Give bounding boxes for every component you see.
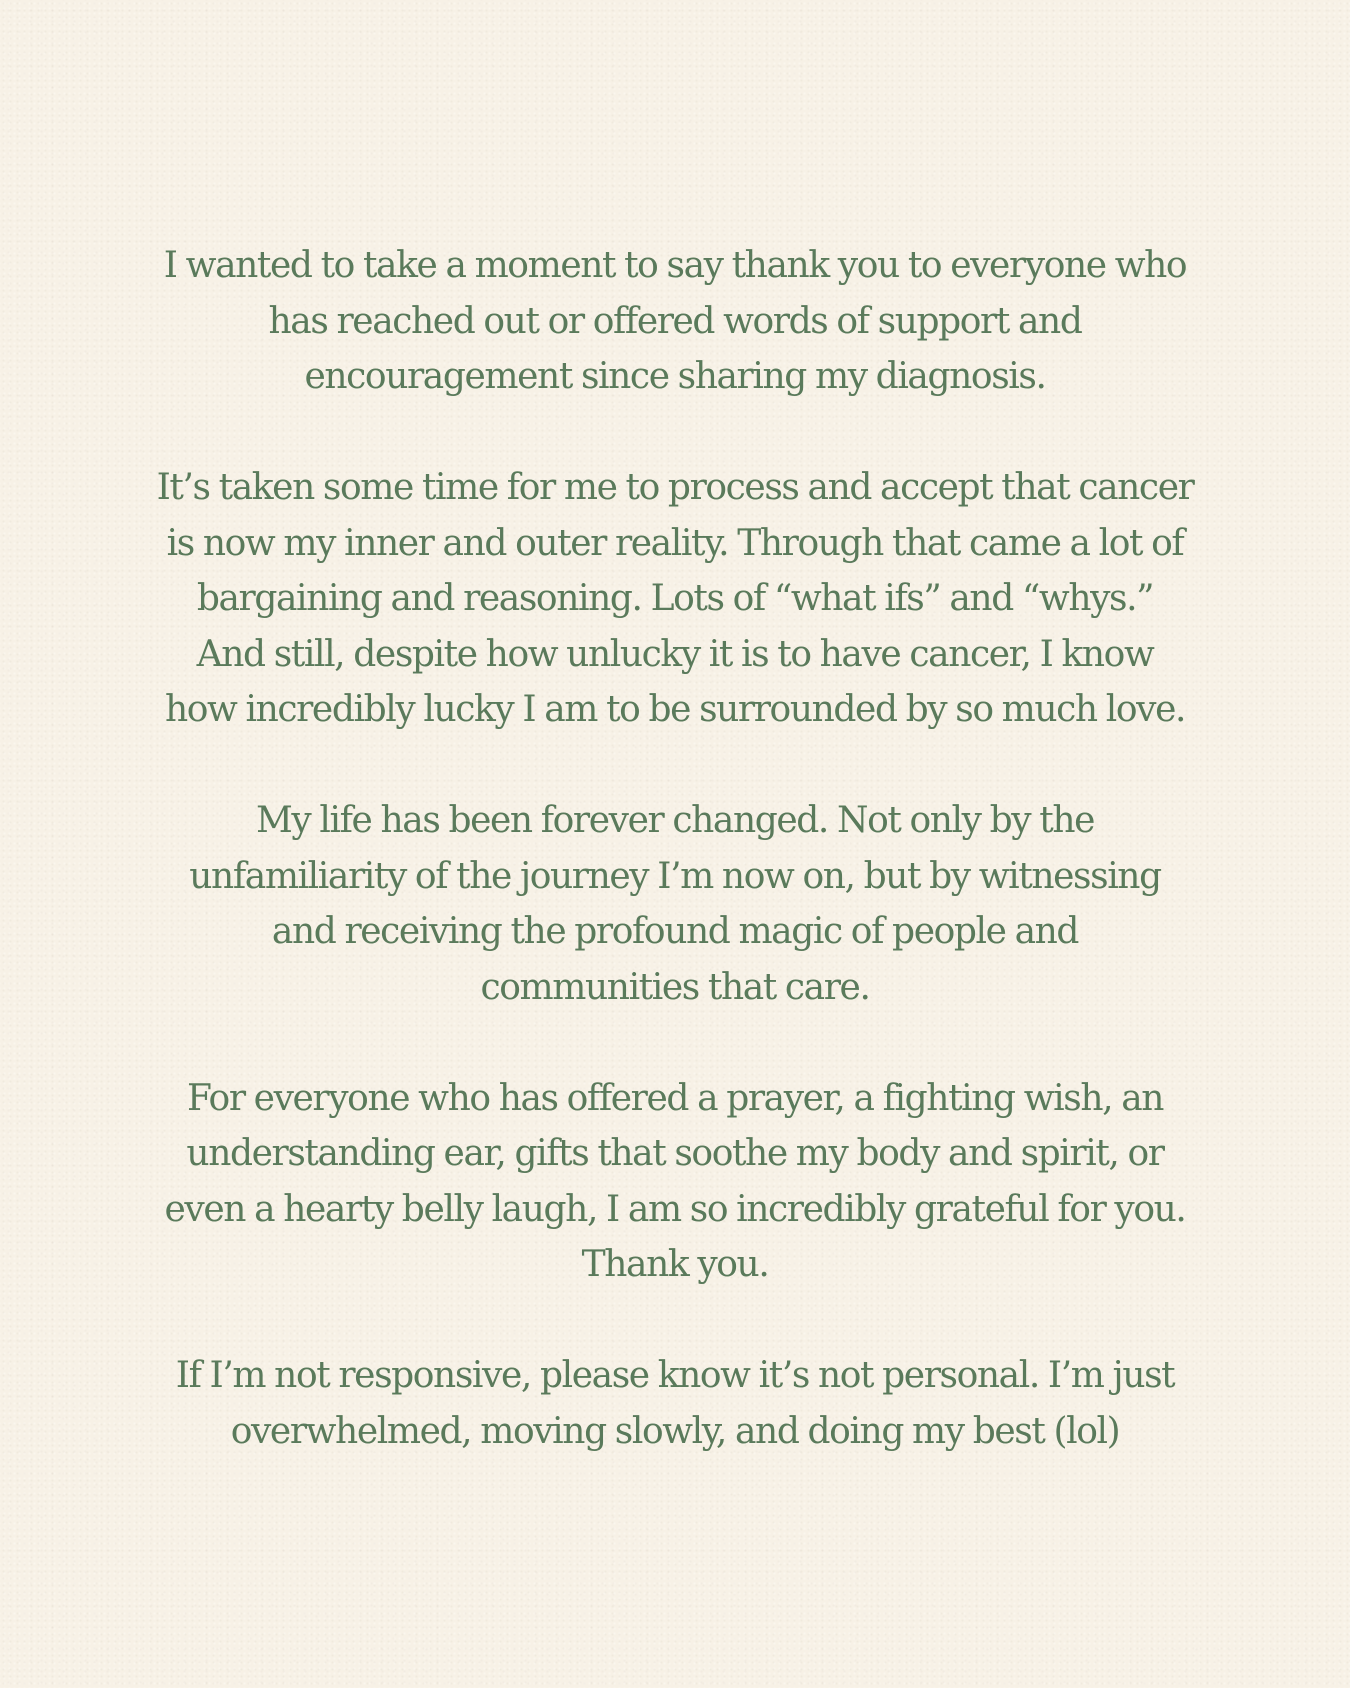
paragraph-responsiveness	[150, 1348, 1200, 1459]
letter-line: encouragement since sharing my diagnosis.	[304, 356, 1046, 397]
paragraph-life-changed	[150, 793, 1200, 1015]
letter-line: Thank you.	[581, 1244, 769, 1285]
paragraph-thanks	[150, 1071, 1200, 1293]
letter-line: overwhelmed, moving slowly, and doing my best (lol)	[230, 1410, 1120, 1452]
letter-line: is now my inner and outer reality. Through that came a lot of	[166, 522, 1184, 564]
letter-line: unfamiliarity of the journey I’m now on, but by witnessing	[189, 855, 1161, 897]
paragraph-gratitude	[150, 238, 1200, 405]
letter-line: even a hearty belly laugh, I am so incredibly grateful for you.	[164, 1188, 1186, 1230]
letter-line: has reached out or offered words of support and	[268, 300, 1082, 342]
paragraph-processing	[150, 460, 1200, 738]
letter-line: For everyone who has offered a prayer, a fighting wish, an	[186, 1077, 1164, 1119]
letter-line: how incredibly lucky I am to be surrounded by so much love.	[164, 689, 1186, 730]
letter-line: And still, despite how unlucky it is to have cancer, I know	[196, 633, 1154, 675]
letter-line: communities that care.	[480, 966, 870, 1008]
letter-line: and receiving the profound magic of people and	[271, 911, 1079, 952]
letter-line: It’s taken some time for me to process and accept that cancer	[156, 467, 1194, 508]
letter-line: I wanted to take a moment to say thank you to everyone who	[163, 245, 1187, 286]
letter-line: If I’m not responsive, please know it’s not personal. I’m just	[175, 1355, 1175, 1396]
letter-line: bargaining and reasoning. Lots of “what ifs” and “whys.”	[196, 578, 1154, 619]
letter-line: My life has been forever changed. Not only by the	[255, 800, 1095, 841]
thank-you-letter	[150, 238, 1200, 1459]
letter-line: understanding ear, gifts that soothe my body and spirit, or	[186, 1133, 1164, 1174]
